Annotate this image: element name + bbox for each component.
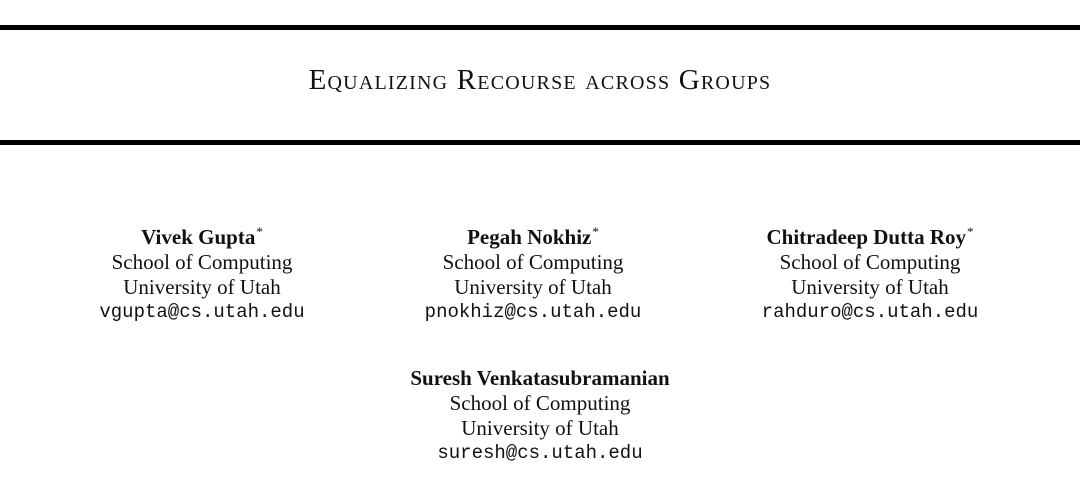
author-block: [72, 225, 332, 325]
author-email[interactable]: vgupta@cs.utah.edu: [99, 301, 305, 323]
author-name: Suresh Venkatasubramanian: [410, 366, 670, 390]
author-name-line: [72, 225, 332, 250]
author-name: Chitradeep Dutta Roy: [766, 225, 966, 249]
author-affiliation: School of Computing: [449, 391, 631, 415]
author-institution: University of Utah: [791, 275, 949, 299]
top-rule: [0, 25, 1080, 30]
author-footnote-mark: *: [967, 224, 974, 239]
author-affiliation: School of Computing: [111, 250, 293, 274]
author-institution: University of Utah: [461, 416, 619, 440]
author-name-line: [740, 225, 1000, 250]
author-affiliation: School of Computing: [779, 250, 961, 274]
author-institution: University of Utah: [123, 275, 281, 299]
author-footnote-mark: *: [256, 224, 263, 239]
author-block: [740, 225, 1000, 325]
bottom-rule: [0, 140, 1080, 145]
author-block: [390, 366, 690, 466]
author-block: [403, 225, 663, 325]
paper-title: Equalizing Recourse across Groups: [308, 64, 772, 96]
author-email[interactable]: pnokhiz@cs.utah.edu: [424, 301, 642, 323]
author-footnote-mark: *: [592, 224, 599, 239]
author-name: Vivek Gupta: [141, 225, 256, 249]
author-name: Pegah Nokhiz: [467, 225, 592, 249]
author-name-line: [403, 225, 663, 250]
author-institution: University of Utah: [454, 275, 612, 299]
author-email[interactable]: rahduro@cs.utah.edu: [761, 301, 979, 323]
author-name-line: [390, 366, 690, 391]
author-affiliation: School of Computing: [442, 250, 624, 274]
author-email[interactable]: suresh@cs.utah.edu: [437, 442, 643, 464]
